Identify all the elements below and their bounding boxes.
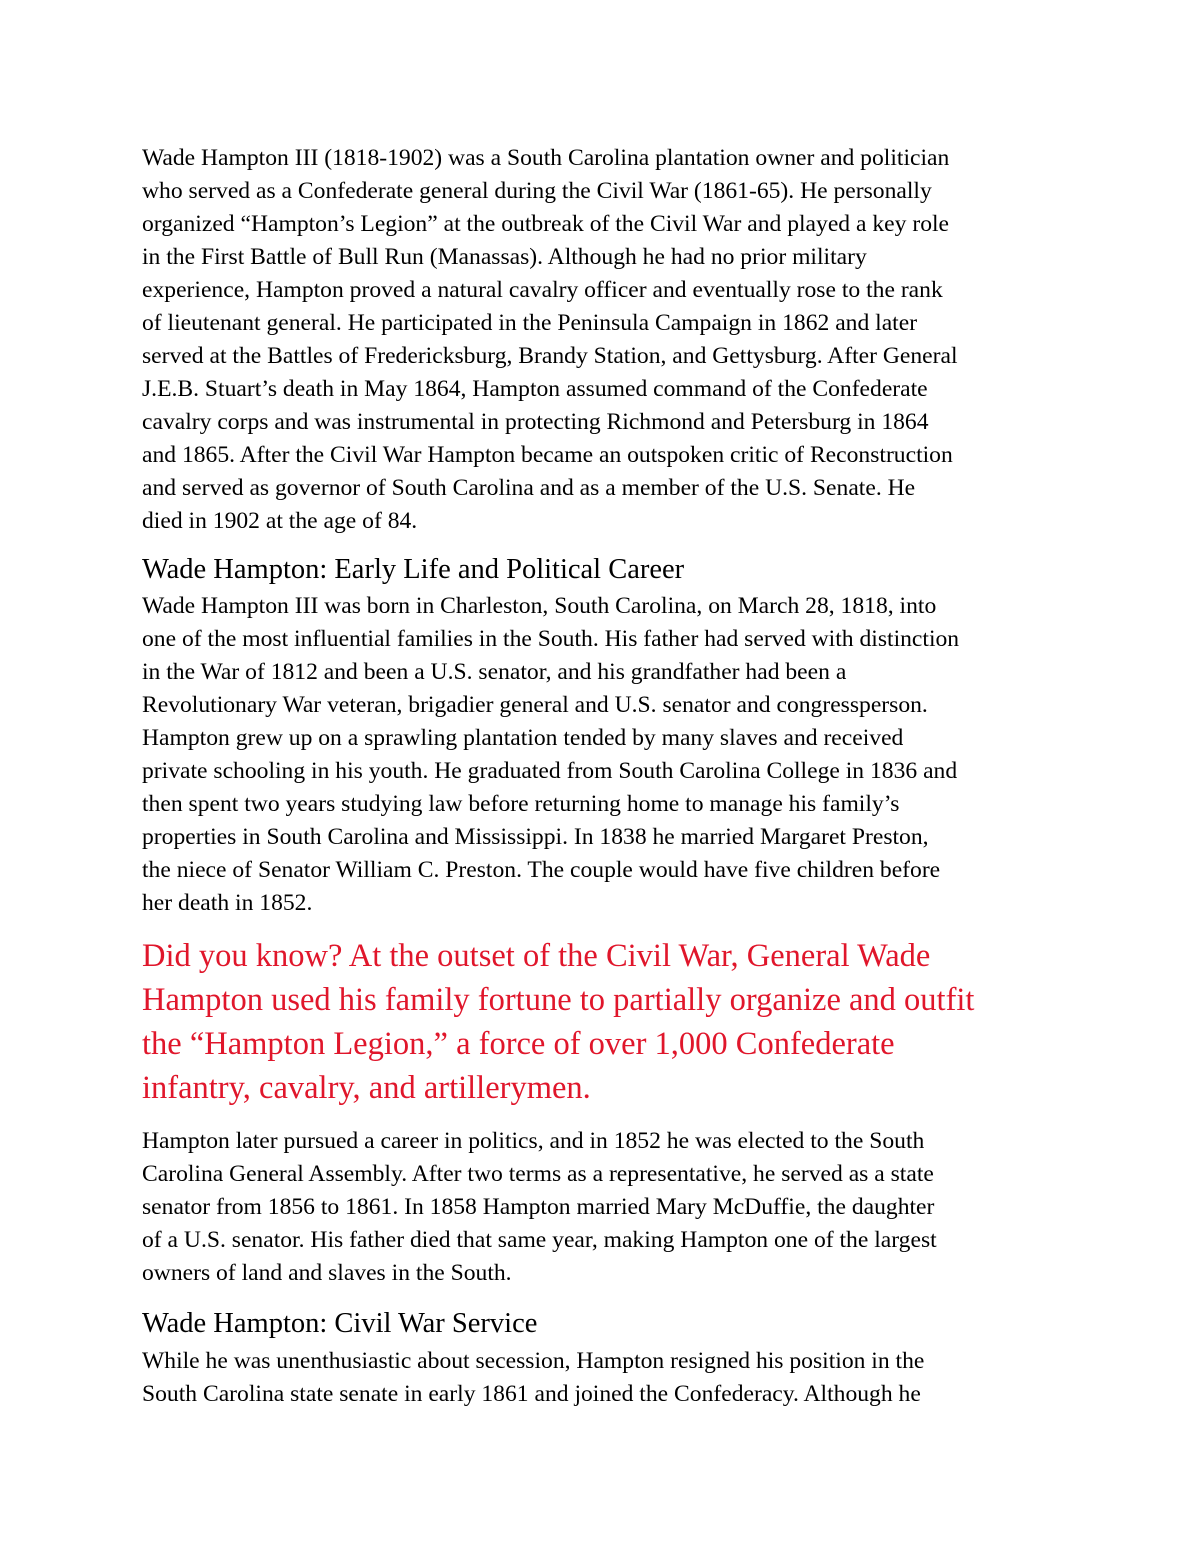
callout-line: Hampton used his family fortune to partially organize and outfit (142, 982, 975, 1018)
text-line: South Carolina state senate in early 1861 and joined the Confederacy. Although he (142, 1381, 921, 1407)
text-line: one of the most influential families in the South. His father had served with distinction (142, 626, 960, 652)
text-line: who served as a Confederate general during the Civil War (1861-65). He personally (142, 178, 932, 204)
callout-line: the “Hampton Legion,” a force of over 1,000 Confederate (142, 1026, 895, 1062)
text-line: Hampton grew up on a sprawling plantation tended by many slaves and received (142, 725, 904, 751)
text-line: her death in 1852. (142, 890, 313, 916)
text-line: organized “Hampton’s Legion” at the outbreak of the Civil War and played a key role (142, 211, 950, 237)
text-line: in the War of 1812 and been a U.S. senator, and his grandfather had been a (142, 659, 847, 685)
section-heading-early-life: Wade Hampton: Early Life and Political Career (142, 554, 685, 585)
text-line: cavalry corps and was instrumental in protecting Richmond and Petersburg in 1864 (142, 409, 929, 435)
text-line: properties in South Carolina and Mississippi. In 1838 he married Margaret Preston, (142, 824, 929, 850)
text-line: private schooling in his youth. He graduated from South Carolina College in 1836 and (142, 758, 958, 784)
text-line: Hampton later pursued a career in politics, and in 1852 he was elected to the South (142, 1128, 925, 1154)
text-line: and served as governor of South Carolina and as a member of the U.S. Senate. He (142, 475, 916, 501)
text-line: Wade Hampton III was born in Charleston, South Carolina, on March 28, 1818, into (142, 593, 937, 619)
text-line: J.E.B. Stuart’s death in May 1864, Hampton assumed command of the Confederate (142, 376, 928, 402)
callout-line: infantry, cavalry, and artillerymen. (142, 1070, 591, 1106)
text-line: Revolutionary War veteran, brigadier general and U.S. senator and congressperson. (142, 692, 928, 718)
callout-line: Did you know? At the outset of the Civil War, General Wade (142, 938, 931, 974)
section-heading-civil-war: Wade Hampton: Civil War Service (142, 1308, 538, 1339)
text-line: Wade Hampton III (1818-1902) was a South Carolina plantation owner and politician (142, 145, 950, 171)
text-line: and 1865. After the Civil War Hampton became an outspoken critic of Reconstruction (142, 442, 953, 468)
text-line: the niece of Senator William C. Preston. The couple would have five children before (142, 857, 941, 883)
text-line: owners of land and slaves in the South. (142, 1260, 512, 1286)
text-line: senator from 1856 to 1861. In 1858 Hampton married Mary McDuffie, the daughter (142, 1194, 935, 1220)
text-line: of a U.S. senator. His father died that same year, making Hampton one of the largest (142, 1227, 937, 1253)
text-line: in the First Battle of Bull Run (Manassas). Although he had no prior military (142, 244, 867, 270)
text-line: Carolina General Assembly. After two terms as a representative, he served as a state (142, 1161, 934, 1187)
text-line: died in 1902 at the age of 84. (142, 508, 418, 534)
text-line: then spent two years studying law before returning home to manage his family’s (142, 791, 900, 817)
text-line: experience, Hampton proved a natural cavalry officer and eventually rose to the rank (142, 277, 943, 303)
text-line: While he was unenthusiastic about secession, Hampton resigned his position in the (142, 1348, 925, 1374)
text-line: served at the Battles of Fredericksburg, Brandy Station, and Gettysburg. After General (142, 343, 958, 369)
text-line: of lieutenant general. He participated in the Peninsula Campaign in 1862 and later (142, 310, 918, 336)
